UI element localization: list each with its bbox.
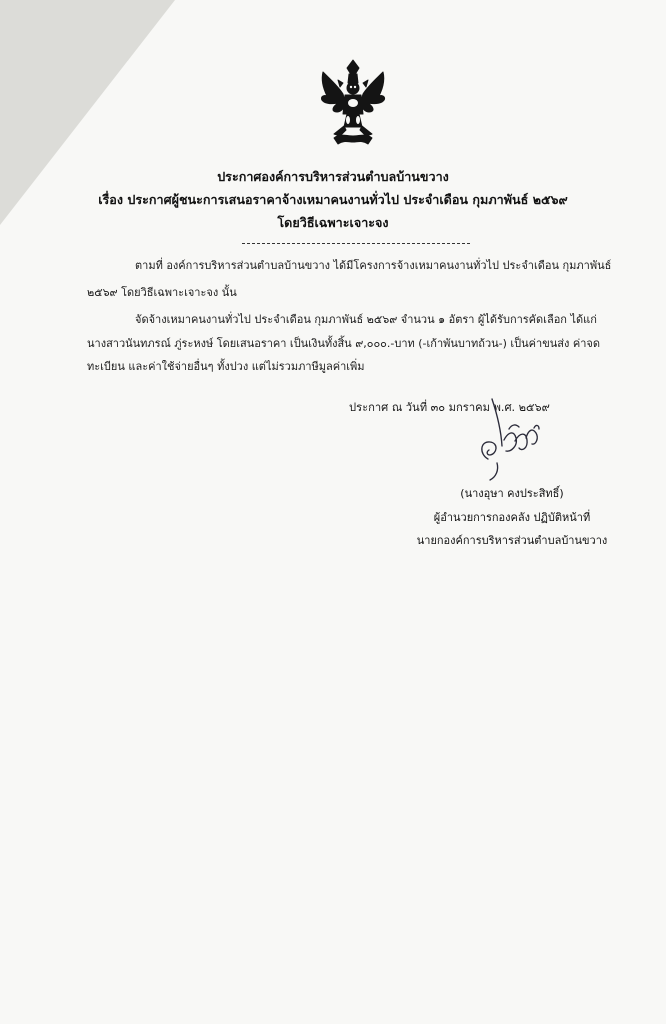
handwritten-signature-icon: [466, 396, 556, 488]
garuda-emblem-icon: [314, 56, 392, 148]
signatory-position-2: นายกองค์การบริหารส่วนตำบลบ้านขวาง: [416, 534, 608, 547]
paragraph1-line2: ๒๕๖๙ โดยวิธีเฉพาะเจาะจง นั้น: [87, 286, 237, 299]
organization-title: ประกาศองค์การบริหารส่วนตำบลบ้านขวาง: [217, 169, 449, 184]
header-divider: [242, 243, 470, 244]
signature-block: [392, 482, 632, 553]
signatory-name: (นางอุษา คงประสิทธิ์): [460, 487, 564, 500]
paragraph2-line3: ทะเบียน และค่าใช้จ่ายอื่นๆ ทั้งปวง แต่ไม่รวมภาษีมูลค่าเพิ่ม: [87, 360, 365, 373]
signatory-position-1: ผู้อำนวยการกองคลัง ปฏิบัติหน้าที่: [433, 510, 591, 524]
paragraph1-line1: ตามที่ องค์การบริหารส่วนตำบลบ้านขวาง ได้มีโครงการจ้างเหมาคนงานทั่วไป ประจำเดือน กุมภาพันธ์: [135, 259, 612, 272]
document-header: [0, 165, 666, 234]
paragraph2-line1: จัดจ้างเหมาคนงานทั่วไป ประจำเดือน กุมภาพันธ์ ๒๕๖๙ จำนวน ๑ อัตรา ผู้ได้รับการคัดเลือก ได้แก่: [135, 313, 597, 326]
procurement-method: โดยวิธีเฉพาะเจาะจง: [277, 215, 389, 230]
subject-line: เรื่อง ประกาศผู้ชนะการเสนอราคาจ้างเหมาคนงานทั่วไป ประจำเดือน กุมภาพันธ์ ๒๕๖๙: [98, 192, 568, 207]
announcement-date: ประกาศ ณ วันที่ ๓๐ มกราคม พ.ศ. ๒๕๖๙: [349, 401, 550, 414]
paragraph2-line2: นางสาวนันทภรณ์ ภู่ระหงษ์ โดยเสนอราคา เป็นเงินทั้งสิ้น ๙,๐๐๐.-บาท (-เก้าพันบาทถ้วน-) เป็นค่าขนส่ง ค่าจด: [87, 337, 600, 350]
